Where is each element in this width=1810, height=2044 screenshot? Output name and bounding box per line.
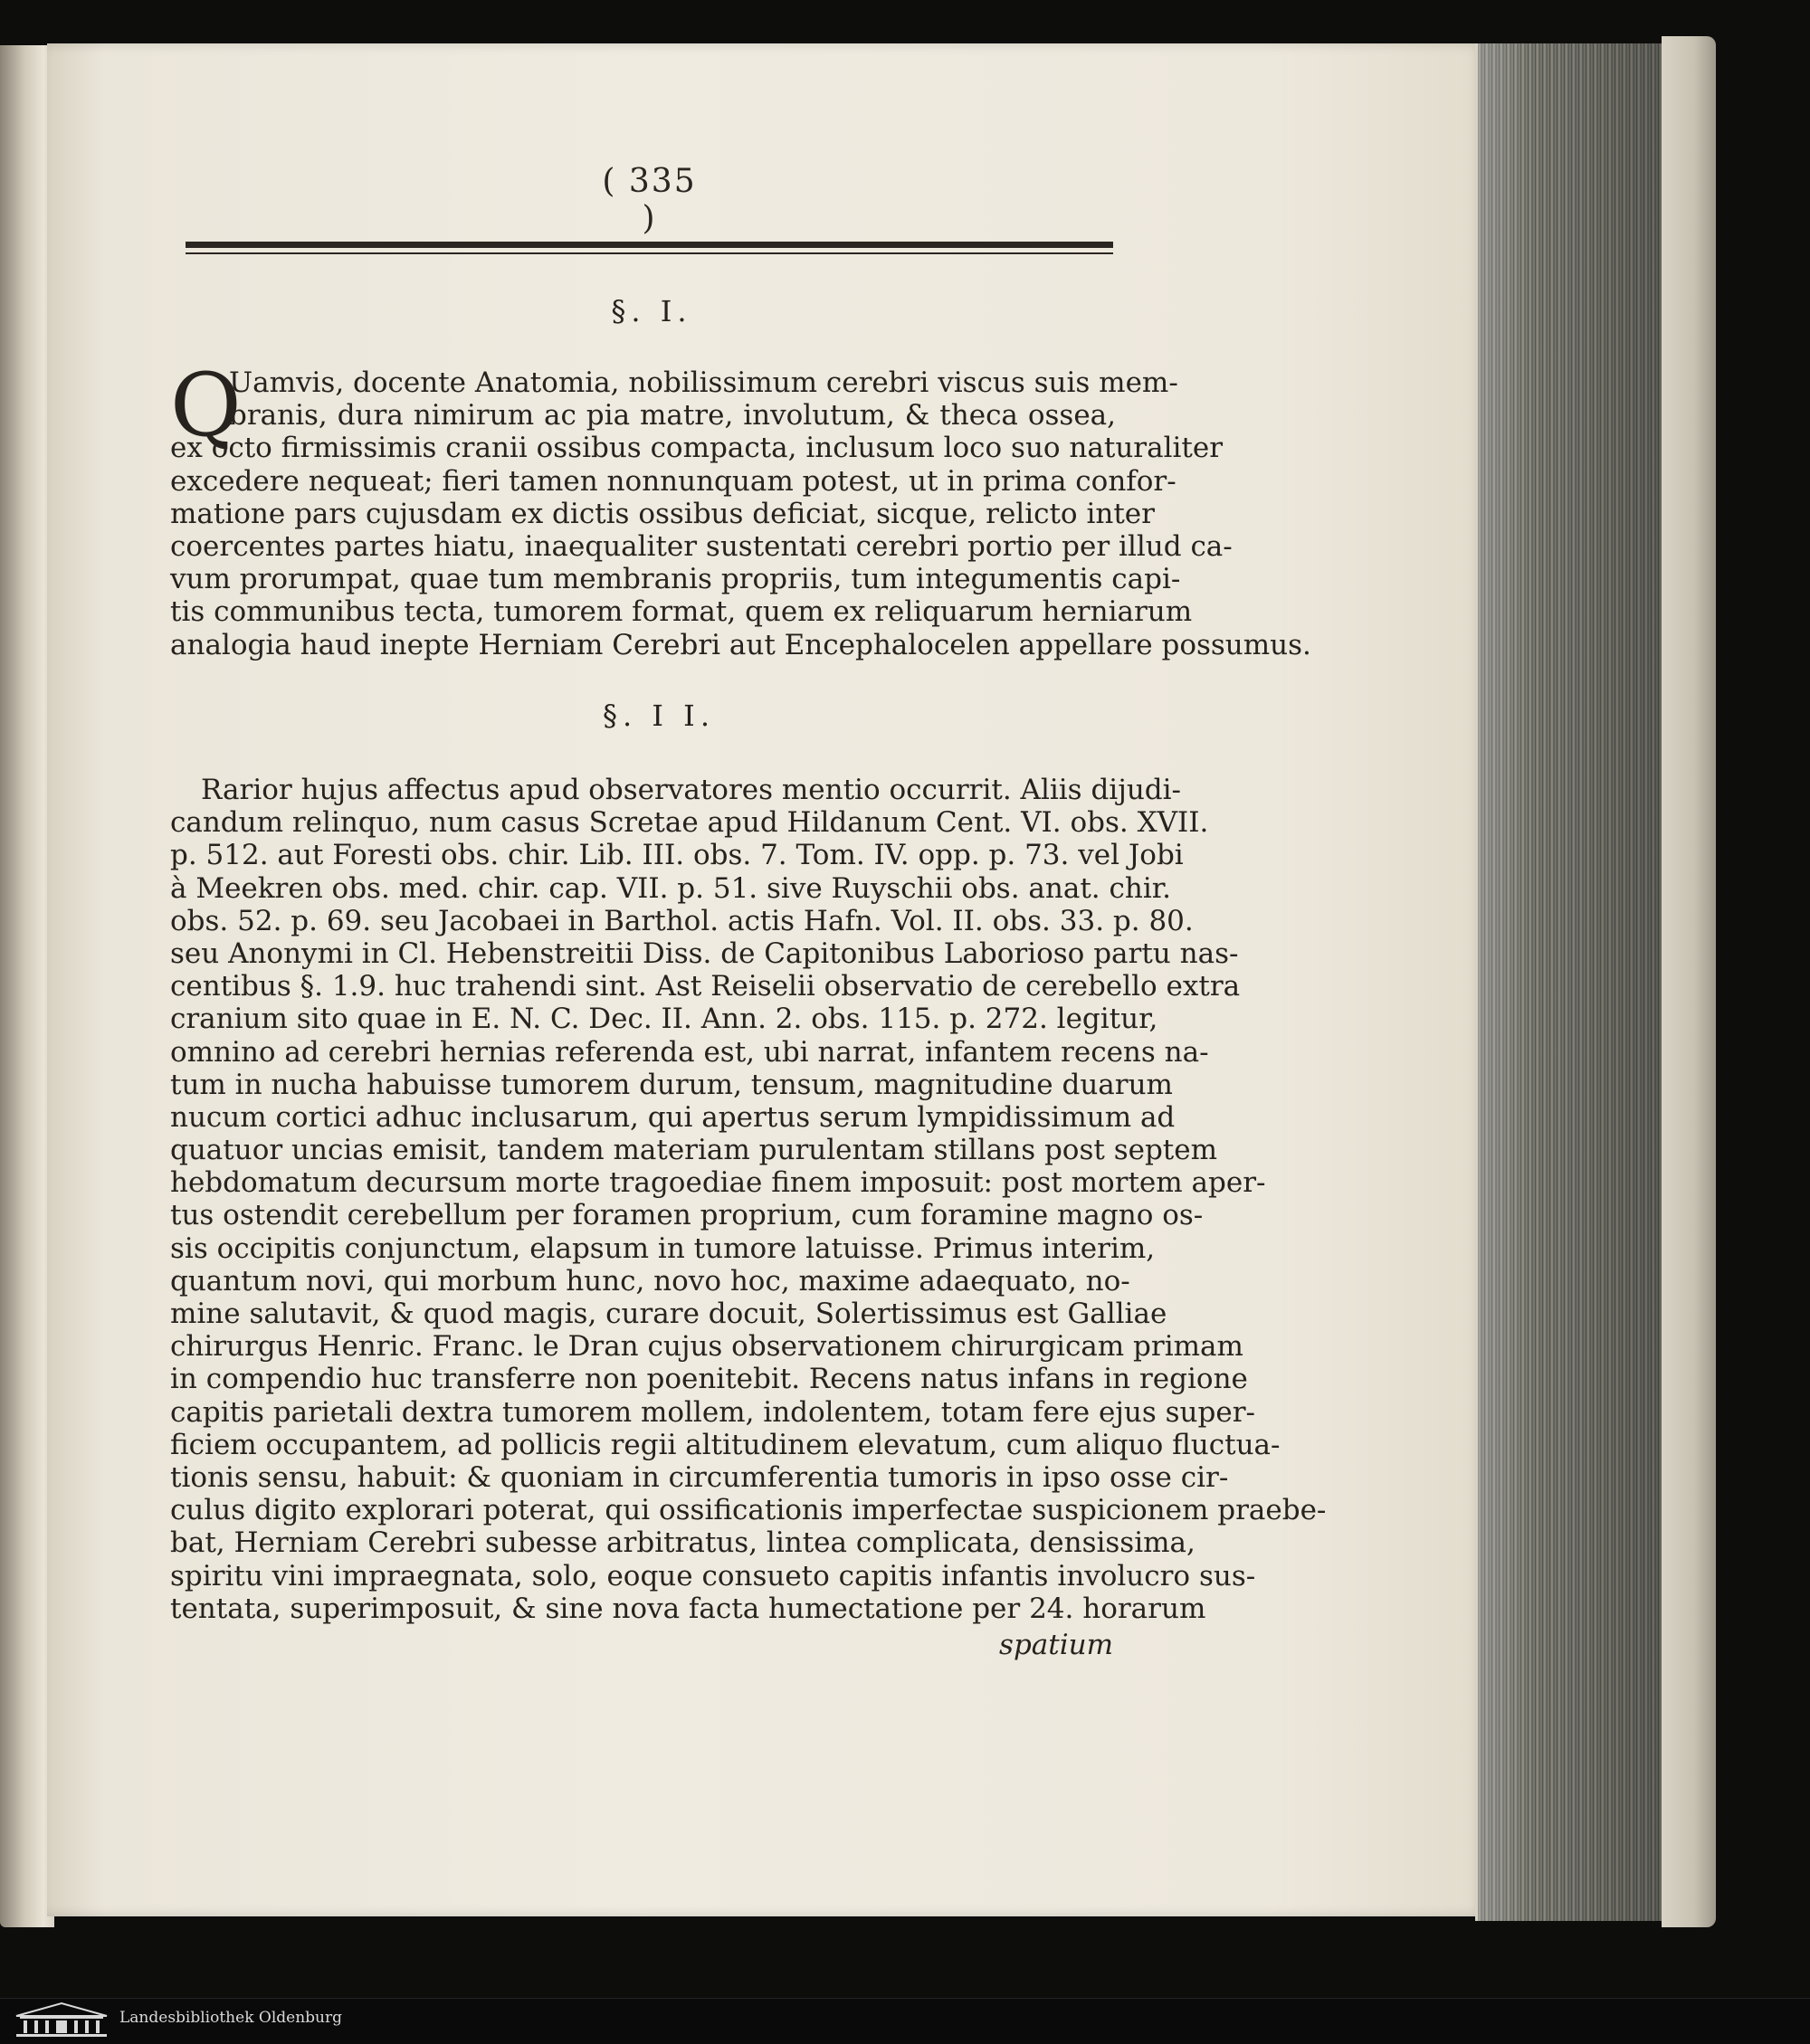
- text-line: ex octo firmissimis cranii ossibus compacta, inclusum loco suo naturaliter: [170, 432, 1224, 465]
- text-line: branis, dura nimirum ac pia matre, involutum, & theca ossea,: [229, 399, 1116, 433]
- left-page-edge: [0, 45, 54, 1927]
- text-line: chirurgus Henric. Franc. le Dran cujus observationem chirurgicam primam: [170, 1330, 1243, 1364]
- section-heading-1: §. I.: [611, 294, 692, 328]
- text-line: culus digito explorari poterat, qui ossificationis imperfectae suspicionem praebe-: [170, 1494, 1327, 1527]
- text-line: p. 512. aut Foresti obs. chir. Lib. III. obs. 7. Tom. IV. opp. p. 73. vel Jobi: [170, 839, 1184, 872]
- header-rule-thick: [186, 242, 1113, 248]
- text-line: candum relinquo, num casus Scretae apud Hildanum Cent. VI. obs. XVII.: [170, 806, 1209, 840]
- page-number: ( 335 ): [602, 163, 697, 237]
- section-heading-2: §. I I.: [603, 699, 715, 733]
- catchword: spatium: [999, 1629, 1113, 1661]
- text-line: tus ostendit cerebellum per foramen proprium, cum foramine magno os-: [170, 1199, 1204, 1232]
- text-line: vum prorumpat, quae tum membranis propriis, tum integumentis capi-: [170, 563, 1181, 596]
- text-line: excedere nequeat; fieri tamen nonnunquam potest, ut in prima confor-: [170, 464, 1176, 498]
- page-block-shade: [1475, 43, 1665, 1921]
- book-cover-board: [1662, 36, 1716, 1927]
- library-name: Landesbibliothek Oldenburg: [119, 2009, 343, 2027]
- text-line: centibus §. 1.9. huc trahendi sint. Ast Reiselii observatio de cerebello extra: [170, 970, 1241, 1003]
- text-line: nucum cortici adhuc inclusarum, qui apertus serum lympidissimum ad: [170, 1100, 1176, 1134]
- text-line: tum in nucha habuisse tumorem durum, tensum, magnitudine duarum: [170, 1068, 1173, 1101]
- text-line: hebdomatum decursum morte tragoediae finem imposuit: post mortem aper-: [170, 1166, 1266, 1200]
- library-building-icon: [13, 2001, 110, 2038]
- text-line: bat, Herniam Cerebri subesse arbitratus, lintea complicata, densissima,: [170, 1526, 1196, 1560]
- text-line: quatuor uncias emisit, tandem materiam purulentam stillans post septem: [170, 1134, 1217, 1167]
- text-line: in compendio huc transferre non poenitebit. Recens natus infans in regione: [170, 1363, 1248, 1396]
- text-line: analogia haud inepte Herniam Cerebri aut Encephalocelen appellare possumus.: [170, 628, 1311, 661]
- text-line: seu Anonymi in Cl. Hebenstreitii Diss. de Capitonibus Laborioso partu nas-: [170, 936, 1239, 970]
- text-line: quantum novi, qui morbum hunc, novo hoc, maxime adaequato, no-: [170, 1264, 1130, 1298]
- text-line: coercentes partes hiatu, inaequaliter sustentati cerebri portio per illud ca-: [170, 529, 1233, 563]
- text-line: tentata, superimposuit, & sine nova facta humectatione per 24. horarum: [170, 1592, 1206, 1625]
- header-rule-thin: [186, 252, 1113, 254]
- text-line: sis occipitis conjunctum, elapsum in tumore latuisse. Primus interim,: [170, 1231, 1156, 1265]
- drop-cap: Q: [170, 355, 242, 456]
- text-line: cranium sito quae in E. N. C. Dec. II. Ann. 2. obs. 115. p. 272. legitur,: [170, 1003, 1158, 1036]
- text-line: Rarior hujus affectus apud observatores mentio occurrit. Aliis dijudi-: [201, 774, 1182, 806]
- text-line: Uamvis, docente Anatomia, nobilissimum cerebri viscus suis mem-: [229, 366, 1178, 399]
- paragraph-2: [170, 774, 1327, 1625]
- paragraph-1: [170, 366, 1311, 661]
- text-line: capitis parietali dextra tumorem mollem, indolentem, totam fere ejus super-: [170, 1395, 1255, 1429]
- text-line: tionis sensu, habuit: & quoniam in circumferentia tumoris in ipso osse cir-: [170, 1460, 1229, 1494]
- text-line: mine salutavit, & quod magis, curare docuit, Solertissimus est Galliae: [170, 1298, 1167, 1330]
- text-line: tis communibus tecta, tumorem format, quem ex reliquarum herniarum: [170, 595, 1193, 629]
- text-line: à Meekren obs. med. chir. cap. VII. p. 51. sive Ruyschii obs. anat. chir.: [170, 871, 1172, 905]
- text-line: ficiem occupantem, ad pollicis regii altitudinem elevatum, cum aliquo fluctua-: [170, 1428, 1281, 1461]
- text-line: omnino ad cerebri hernias referenda est, ubi narrat, infantem recens na-: [170, 1035, 1209, 1069]
- text-line: obs. 52. p. 69. seu Jacobaei in Barthol. actis Hafn. Vol. II. obs. 33. p. 80.: [170, 904, 1194, 937]
- text-line: spiritu vini impraegnata, solo, eoque consueto capitis infantis involucro sus-: [170, 1559, 1256, 1592]
- text-line: matione pars cujusdam ex dictis ossibus deficiat, sicque, relicto inter: [170, 497, 1155, 530]
